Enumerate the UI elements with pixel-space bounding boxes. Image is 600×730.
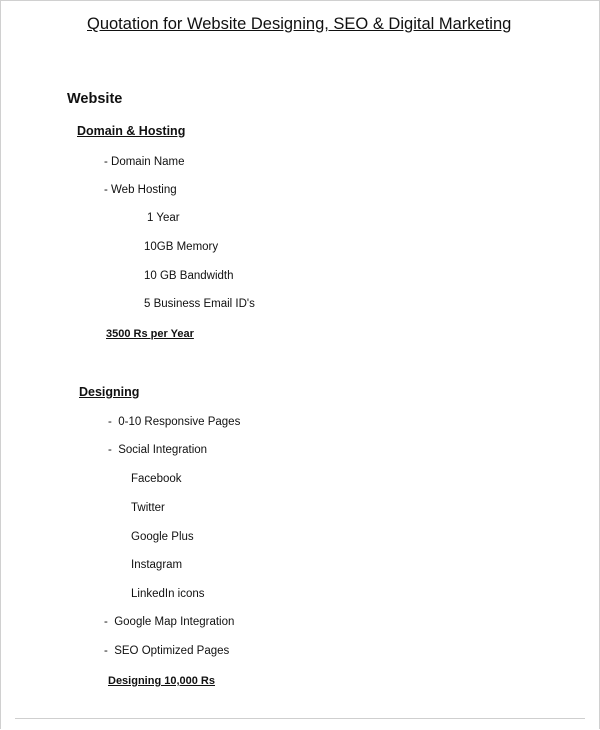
list-item: - 0-10 Responsive Pages bbox=[108, 416, 241, 428]
list-item: 10GB Memory bbox=[144, 241, 219, 253]
page-bottom-divider bbox=[15, 718, 585, 719]
list-item: - Domain Name bbox=[104, 156, 185, 168]
list-item: Google Plus bbox=[131, 531, 194, 543]
list-item: 10 GB Bandwidth bbox=[144, 270, 234, 282]
domain-hosting-total: 3500 Rs per Year bbox=[106, 328, 194, 340]
section-heading-website: Website bbox=[67, 91, 123, 107]
list-item: 5 Business Email ID's bbox=[144, 298, 255, 310]
list-item: - Web Hosting bbox=[104, 184, 177, 196]
designing-total: Designing 10,000 Rs bbox=[108, 675, 215, 687]
list-item: - Google Map Integration bbox=[104, 616, 235, 628]
list-item: Instagram bbox=[131, 559, 183, 571]
domain-hosting-heading: Domain & Hosting bbox=[77, 124, 186, 138]
list-item: Facebook bbox=[131, 473, 182, 485]
list-item: 1 Year bbox=[147, 212, 180, 224]
list-item: Twitter bbox=[131, 502, 165, 514]
designing-heading: Designing bbox=[79, 385, 140, 399]
document-title: Quotation for Website Designing, SEO & Digital Marketing bbox=[87, 15, 512, 33]
list-item: - SEO Optimized Pages bbox=[104, 645, 230, 657]
list-item: LinkedIn icons bbox=[131, 588, 205, 600]
list-item: - Social Integration bbox=[108, 444, 208, 456]
